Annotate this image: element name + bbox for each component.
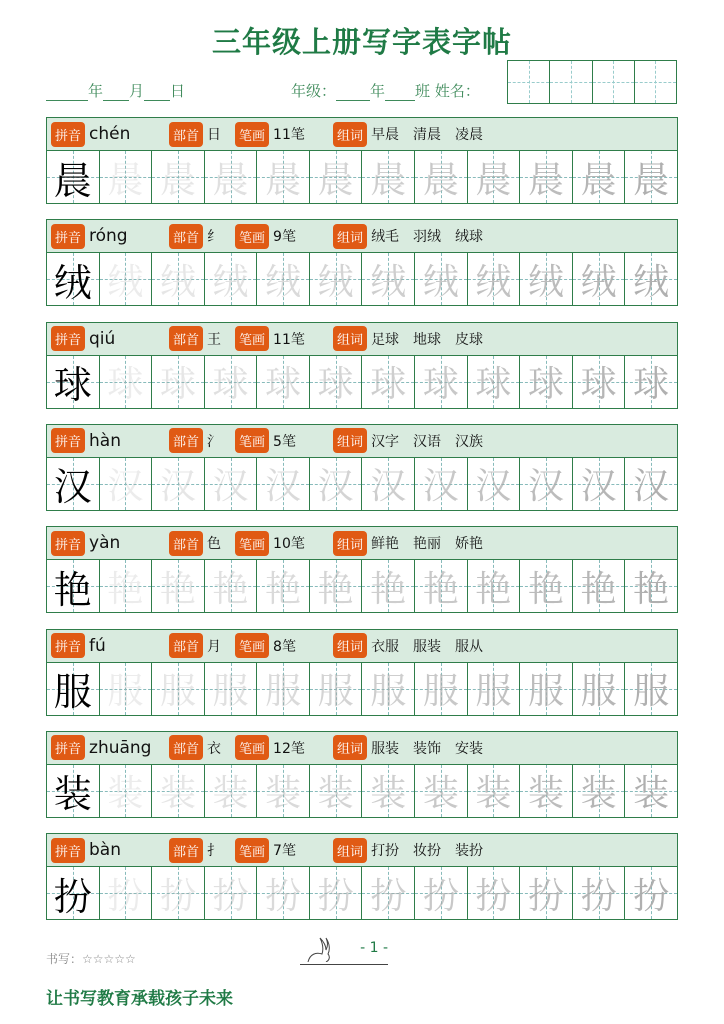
pinyin-tag: 拼音	[51, 838, 85, 863]
writing-grid	[47, 458, 677, 510]
practice-cell[interactable]: 晨	[100, 151, 153, 203]
pinyin-tag: 拼音	[51, 531, 85, 556]
practice-cell[interactable]: 绒	[205, 253, 258, 305]
practice-cell[interactable]: 艳	[625, 560, 677, 612]
character-row	[46, 526, 678, 613]
radical-tag: 部首	[169, 428, 203, 453]
practice-cell[interactable]: 汉	[257, 458, 310, 510]
practice-cell[interactable]: 艳	[415, 560, 468, 612]
pinyin: zhuāng	[89, 737, 152, 758]
practice-cell[interactable]: 装	[205, 765, 258, 817]
grade-label: 年级：	[291, 82, 337, 100]
practice-cell[interactable]: 绒	[100, 253, 153, 305]
practice-cell[interactable]: 装	[520, 765, 573, 817]
practice-cell[interactable]: 服	[362, 663, 415, 715]
practice-cell[interactable]: 服	[205, 663, 258, 715]
practice-cell[interactable]: 晨	[415, 151, 468, 203]
practice-cell[interactable]: 绒	[152, 253, 205, 305]
practice-cell[interactable]: 汉	[152, 458, 205, 510]
practice-cell[interactable]: 扮	[100, 867, 153, 919]
pinyin-tag: 拼音	[51, 428, 85, 453]
pinyin-tag: 拼音	[51, 224, 85, 249]
strokes: 7笔	[273, 843, 296, 860]
writing-grid	[47, 867, 677, 919]
practice-cell[interactable]: 扮	[573, 867, 626, 919]
practice-cell[interactable]: 绒	[625, 253, 677, 305]
character-row	[46, 833, 678, 920]
words: 打扮 妆扮 装扮	[371, 843, 484, 860]
practice-cell[interactable]: 球	[625, 356, 677, 408]
strokes-tag: 笔画	[235, 428, 269, 453]
month-label: 月	[129, 82, 145, 100]
practice-cell[interactable]: 艳	[257, 560, 310, 612]
words-tag: 组词	[333, 531, 367, 556]
page-title: 三年级上册写字表字帖	[211, 25, 512, 59]
pinyin: fú	[89, 635, 106, 656]
year-label: 年	[88, 82, 104, 100]
practice-cell[interactable]: 服	[415, 663, 468, 715]
practice-cell[interactable]: 服	[257, 663, 310, 715]
strokes: 5笔	[273, 433, 296, 450]
model-character: 扮	[47, 867, 100, 919]
practice-cell[interactable]: 绒	[310, 253, 363, 305]
practice-cell[interactable]: 汉	[362, 458, 415, 510]
date-field[interactable]	[46, 80, 185, 101]
practice-cell[interactable]: 艳	[100, 560, 153, 612]
model-character: 装	[47, 765, 100, 817]
row-header	[47, 118, 677, 151]
strokes-tag: 笔画	[235, 326, 269, 351]
row-header	[47, 834, 677, 867]
pinyin: qiú	[89, 328, 116, 349]
writing-grid	[47, 663, 677, 715]
row-header	[47, 630, 677, 663]
words: 早晨 清晨 凌晨	[371, 127, 484, 143]
words: 绒毛 羽绒 绒球	[371, 229, 484, 246]
pinyin: bàn	[89, 840, 121, 861]
radical: 扌	[207, 843, 222, 860]
practice-cell[interactable]: 绒	[520, 253, 573, 305]
page-label: - 1 -	[360, 940, 388, 956]
practice-cell[interactable]: 球	[468, 356, 521, 408]
strokes: 10笔	[273, 536, 305, 553]
radical: 纟	[207, 229, 222, 246]
practice-cell[interactable]: 晨	[520, 151, 573, 203]
radical: 王	[207, 331, 222, 348]
strokes: 11笔	[273, 331, 305, 348]
radical: 氵	[207, 433, 222, 450]
radical-tag: 部首	[169, 838, 203, 863]
day-label: 日	[170, 82, 186, 100]
slogan: 让书写教育承载孩子未来	[46, 989, 233, 1009]
radical: 月	[207, 638, 222, 655]
practice-cell[interactable]: 服	[310, 663, 363, 715]
practice-cell[interactable]: 扮	[205, 867, 258, 919]
practice-cell[interactable]: 艳	[520, 560, 573, 612]
practice-cell[interactable]: 装	[152, 765, 205, 817]
practice-cell[interactable]: 汉	[573, 458, 626, 510]
practice-cell[interactable]: 装	[468, 765, 521, 817]
practice-cell[interactable]: 球	[152, 356, 205, 408]
practice-cell[interactable]: 艳	[152, 560, 205, 612]
pinyin-tag: 拼音	[51, 735, 85, 760]
radical: 衣	[207, 740, 222, 757]
strokes: 8笔	[273, 638, 296, 655]
practice-cell[interactable]: 服	[520, 663, 573, 715]
words: 汉字 汉语 汉族	[371, 433, 484, 450]
grade-year-label: 年	[370, 82, 386, 100]
practice-cell[interactable]: 球	[310, 356, 363, 408]
model-character: 艳	[47, 560, 100, 612]
practice-cell[interactable]: 扮	[362, 867, 415, 919]
practice-cell[interactable]: 服	[468, 663, 521, 715]
practice-cell[interactable]: 晨	[625, 151, 677, 203]
practice-cell[interactable]: 球	[257, 356, 310, 408]
practice-cell[interactable]: 晨	[205, 151, 258, 203]
character-row	[46, 117, 678, 204]
practice-cell[interactable]: 晨	[310, 151, 363, 203]
words-tag: 组词	[333, 735, 367, 760]
pinyin-tag: 拼音	[51, 326, 85, 351]
practice-cell[interactable]: 艳	[205, 560, 258, 612]
pinyin-tag: 拼音	[51, 633, 85, 658]
row-header	[47, 220, 677, 253]
name-boxes[interactable]	[507, 60, 677, 104]
radical-tag: 部首	[169, 326, 203, 351]
pinyin-tag: 拼音	[51, 122, 85, 147]
name-label: 姓名：	[434, 82, 480, 100]
pinyin: chén	[89, 124, 131, 144]
strokes-tag: 笔画	[235, 122, 269, 147]
strokes-tag: 笔画	[235, 224, 269, 249]
character-row	[46, 219, 678, 306]
class-label: 班	[415, 82, 431, 100]
pinyin: róng	[89, 226, 128, 247]
model-character: 晨	[47, 151, 100, 203]
practice-cell[interactable]: 装	[257, 765, 310, 817]
writing-grid	[47, 560, 677, 612]
practice-cell[interactable]: 装	[100, 765, 153, 817]
practice-cell[interactable]: 装	[625, 765, 677, 817]
practice-cell[interactable]: 球	[573, 356, 626, 408]
words-tag: 组词	[333, 633, 367, 658]
strokes: 12笔	[273, 740, 305, 757]
words: 服装 装饰 安装	[371, 740, 484, 757]
practice-cell[interactable]: 艳	[310, 560, 363, 612]
words-tag: 组词	[333, 326, 367, 351]
practice-cell[interactable]: 晨	[152, 151, 205, 203]
words-tag: 组词	[333, 838, 367, 863]
practice-cell[interactable]: 汉	[625, 458, 677, 510]
practice-cell[interactable]: 服	[100, 663, 153, 715]
practice-cell[interactable]: 球	[100, 356, 153, 408]
writing-grid	[47, 356, 677, 408]
strokes-tag: 笔画	[235, 633, 269, 658]
page-number	[300, 940, 388, 965]
character-row	[46, 731, 678, 818]
radical-tag: 部首	[169, 735, 203, 760]
model-character: 服	[47, 663, 100, 715]
practice-cell[interactable]: 球	[205, 356, 258, 408]
practice-cell[interactable]: 球	[362, 356, 415, 408]
rabbit-icon	[304, 936, 338, 962]
practice-cell[interactable]: 扮	[625, 867, 677, 919]
words: 足球 地球 皮球	[371, 331, 484, 348]
practice-cell[interactable]: 汉	[520, 458, 573, 510]
words: 衣服 服装 服从	[371, 638, 484, 655]
strokes-tag: 笔画	[235, 735, 269, 760]
practice-cell[interactable]: 扮	[468, 867, 521, 919]
model-character: 绒	[47, 253, 100, 305]
radical: 日	[207, 127, 222, 143]
practice-cell[interactable]: 扮	[415, 867, 468, 919]
practice-cell[interactable]: 汉	[468, 458, 521, 510]
practice-cell[interactable]: 绒	[468, 253, 521, 305]
row-header	[47, 425, 677, 458]
radical-tag: 部首	[169, 224, 203, 249]
practice-cell[interactable]: 艳	[573, 560, 626, 612]
practice-cell[interactable]: 晨	[362, 151, 415, 203]
strokes-tag: 笔画	[235, 838, 269, 863]
strokes-tag: 笔画	[235, 531, 269, 556]
practice-cell[interactable]: 装	[362, 765, 415, 817]
practice-cell[interactable]: 绒	[257, 253, 310, 305]
practice-cell[interactable]: 晨	[468, 151, 521, 203]
strokes: 11笔	[273, 127, 305, 143]
practice-cell[interactable]: 汉	[310, 458, 363, 510]
strokes: 9笔	[273, 229, 296, 246]
practice-cell[interactable]: 晨	[257, 151, 310, 203]
practice-cell[interactable]: 扮	[310, 867, 363, 919]
character-row	[46, 424, 678, 511]
practice-cell[interactable]: 装	[310, 765, 363, 817]
practice-cell[interactable]: 艳	[362, 560, 415, 612]
words-tag: 组词	[333, 224, 367, 249]
radical: 色	[207, 536, 222, 553]
practice-cell[interactable]: 汉	[205, 458, 258, 510]
rating: 书写：☆☆☆☆☆	[46, 952, 136, 966]
model-character: 汉	[47, 458, 100, 510]
practice-cell[interactable]: 服	[152, 663, 205, 715]
practice-cell[interactable]: 装	[573, 765, 626, 817]
practice-cell[interactable]: 球	[520, 356, 573, 408]
radical-tag: 部首	[169, 531, 203, 556]
practice-cell[interactable]: 绒	[362, 253, 415, 305]
practice-cell[interactable]: 扮	[152, 867, 205, 919]
practice-cell[interactable]: 装	[415, 765, 468, 817]
practice-cell[interactable]: 艳	[468, 560, 521, 612]
practice-cell[interactable]: 服	[625, 663, 677, 715]
words-tag: 组词	[333, 428, 367, 453]
pinyin: hàn	[89, 430, 121, 451]
model-character: 球	[47, 356, 100, 408]
practice-cell[interactable]: 晨	[573, 151, 626, 203]
practice-cell[interactable]: 球	[415, 356, 468, 408]
practice-cell[interactable]: 扮	[520, 867, 573, 919]
practice-cell[interactable]: 汉	[100, 458, 153, 510]
grade-field[interactable]	[291, 80, 480, 101]
radical-tag: 部首	[169, 633, 203, 658]
writing-grid	[47, 253, 677, 305]
character-row	[46, 322, 678, 409]
row-header	[47, 527, 677, 560]
radical-tag: 部首	[169, 122, 203, 147]
practice-cell[interactable]: 绒	[415, 253, 468, 305]
practice-cell[interactable]: 服	[573, 663, 626, 715]
words: 鲜艳 艳丽 娇艳	[371, 536, 484, 553]
character-row	[46, 629, 678, 716]
writing-grid	[47, 151, 677, 203]
practice-cell[interactable]: 绒	[573, 253, 626, 305]
words-tag: 组词	[333, 122, 367, 147]
writing-grid	[47, 765, 677, 817]
practice-cell[interactable]: 汉	[415, 458, 468, 510]
pinyin: yàn	[89, 533, 121, 554]
practice-cell[interactable]: 扮	[257, 867, 310, 919]
row-header	[47, 732, 677, 765]
row-header	[47, 323, 677, 356]
